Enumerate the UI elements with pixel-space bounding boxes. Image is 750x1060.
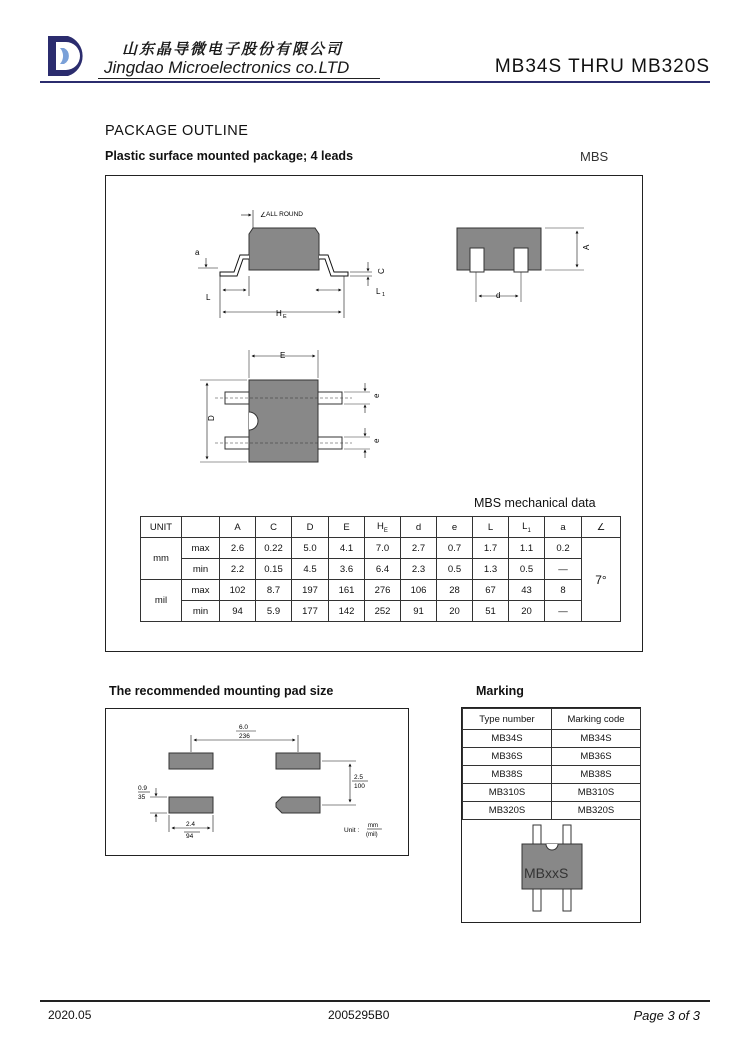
row-label-cell: min xyxy=(182,601,220,622)
header-cell-E: E xyxy=(329,517,365,538)
marking-header-code: Marking code xyxy=(552,709,641,730)
row-label-cell: max xyxy=(182,580,220,601)
value-cell: 276 xyxy=(365,580,401,601)
dim-all-round: ALL ROUND xyxy=(266,211,303,218)
value-cell: 0.5 xyxy=(509,559,545,580)
value-cell: — xyxy=(545,559,582,580)
row-label-cell: min xyxy=(182,559,220,580)
angle-value-cell: 7° xyxy=(582,538,621,622)
dim-pad-h-mm: 0.9 xyxy=(138,785,148,792)
value-cell: 142 xyxy=(329,601,365,622)
value-cell: 2.2 xyxy=(220,559,256,580)
mech-table-caption: MBS mechanical data xyxy=(474,496,596,510)
dim-w-mil: 236 xyxy=(239,733,250,740)
footer-doc-code: 2005295B0 xyxy=(328,1008,390,1022)
unit-label: Unit : xyxy=(344,827,360,834)
mounting-pad-title: The recommended mounting pad size xyxy=(109,684,334,698)
value-cell: 4.1 xyxy=(329,538,365,559)
angle-symbol-small: ∠ xyxy=(260,212,267,219)
value-cell: 0.7 xyxy=(437,538,473,559)
unit-cell: mil xyxy=(141,580,182,622)
marking-code-cell: MB34S xyxy=(552,730,641,748)
value-cell: 0.2 xyxy=(545,538,582,559)
dim-l: L xyxy=(206,293,211,302)
chip-marking-text: MBxxS xyxy=(524,865,569,881)
value-cell: 20 xyxy=(437,601,473,622)
value-cell: 91 xyxy=(401,601,437,622)
value-cell: 2.3 xyxy=(401,559,437,580)
value-cell: 4.5 xyxy=(292,559,329,580)
dim-E: E xyxy=(280,351,286,360)
header-cell-L: L xyxy=(473,517,509,538)
value-cell: 1.1 xyxy=(509,538,545,559)
dim-he-sub: E xyxy=(283,314,287,320)
header-cell-angle: ∠ xyxy=(582,517,621,538)
value-cell: 0.5 xyxy=(437,559,473,580)
value-cell: 43 xyxy=(509,580,545,601)
unit-den: (mil) xyxy=(366,832,378,838)
unit-cell: mm xyxy=(141,538,182,580)
header-cell-C: C xyxy=(256,517,292,538)
header-cell-unit: UNIT xyxy=(141,517,182,538)
marking-title: Marking xyxy=(476,684,524,698)
unit-num: mm xyxy=(368,823,378,829)
dim-D: D xyxy=(207,415,216,421)
marking-code-cell: MB38S xyxy=(552,766,641,784)
package-outline-title: PACKAGE OUTLINE xyxy=(105,123,249,139)
dim-A: A xyxy=(582,244,591,250)
dim-e-2: e xyxy=(372,438,381,443)
company-name-en: Jingdao Microelectronics co.LTD xyxy=(104,58,350,77)
header-cell-a: a xyxy=(545,517,582,538)
dim-l1-sub: 1 xyxy=(382,292,386,298)
value-cell: 28 xyxy=(437,580,473,601)
header-cell-HE: $H_E$ xyxy=(365,517,401,538)
type-number-cell: MB34S xyxy=(463,730,552,748)
value-cell: 5.9 xyxy=(256,601,292,622)
header-cell-L1: $L_1$ xyxy=(509,517,545,538)
value-cell: 1.7 xyxy=(473,538,509,559)
type-number-cell: MB310S xyxy=(463,784,552,802)
dim-w-mm: 6.0 xyxy=(239,724,249,731)
value-cell: 3.6 xyxy=(329,559,365,580)
header-cell-d: d xyxy=(401,517,437,538)
value-cell: 2.6 xyxy=(220,538,256,559)
type-number-cell: MB38S xyxy=(463,766,552,784)
value-cell: 6.4 xyxy=(365,559,401,580)
type-number-cell: MB36S xyxy=(463,748,552,766)
header-cell-A: A xyxy=(220,517,256,538)
marking-code-cell: MB36S xyxy=(552,748,641,766)
dim-pitch-mm: 2.5 xyxy=(354,774,364,781)
dim-c: C xyxy=(377,268,386,274)
marking-code-cell: MB310S xyxy=(552,784,641,802)
footer-date: 2020.05 xyxy=(48,1008,92,1022)
company-name-cn: 山东晶导微电子股份有限公司 xyxy=(122,41,344,58)
value-cell: 67 xyxy=(473,580,509,601)
value-cell: 5.0 xyxy=(292,538,329,559)
dim-pad-h-mil: 35 xyxy=(138,794,146,801)
value-cell: 2.7 xyxy=(401,538,437,559)
header-cell-e: e xyxy=(437,517,473,538)
value-cell: 51 xyxy=(473,601,509,622)
value-cell: 1.3 xyxy=(473,559,509,580)
dim-pad-w-mm: 2.4 xyxy=(186,821,196,828)
value-cell: 8.7 xyxy=(256,580,292,601)
marking-header-type: Type number xyxy=(463,709,552,730)
value-cell: 161 xyxy=(329,580,365,601)
dim-pitch-mil: 100 xyxy=(354,783,365,790)
row-label-cell: max xyxy=(182,538,220,559)
package-name: MBS xyxy=(580,149,609,164)
footer-rule xyxy=(40,1000,710,1002)
value-cell: — xyxy=(545,601,582,622)
package-subtitle: Plastic surface mounted package; 4 leads xyxy=(105,149,354,163)
value-cell: 102 xyxy=(220,580,256,601)
marking-code-cell: MB320S xyxy=(552,802,641,820)
value-cell: 106 xyxy=(401,580,437,601)
part-range-title: MB34S THRU MB320S xyxy=(494,56,710,77)
type-number-cell: MB320S xyxy=(463,802,552,820)
value-cell: 8 xyxy=(545,580,582,601)
value-cell: 0.22 xyxy=(256,538,292,559)
value-cell: 7.0 xyxy=(365,538,401,559)
value-cell: 197 xyxy=(292,580,329,601)
value-cell: 177 xyxy=(292,601,329,622)
dim-l1: L xyxy=(376,287,381,296)
value-cell: 20 xyxy=(509,601,545,622)
header-cell-D: D xyxy=(292,517,329,538)
dim-e-1: e xyxy=(372,393,381,398)
value-cell: 0.15 xyxy=(256,559,292,580)
value-cell: 94 xyxy=(220,601,256,622)
dim-d: d xyxy=(496,291,501,300)
dim-a: a xyxy=(195,248,200,257)
dim-he: H xyxy=(276,309,282,318)
value-cell: 252 xyxy=(365,601,401,622)
dim-pad-w-mil: 94 xyxy=(186,833,194,840)
footer-page-number: Page 3 of 3 xyxy=(633,1008,700,1023)
